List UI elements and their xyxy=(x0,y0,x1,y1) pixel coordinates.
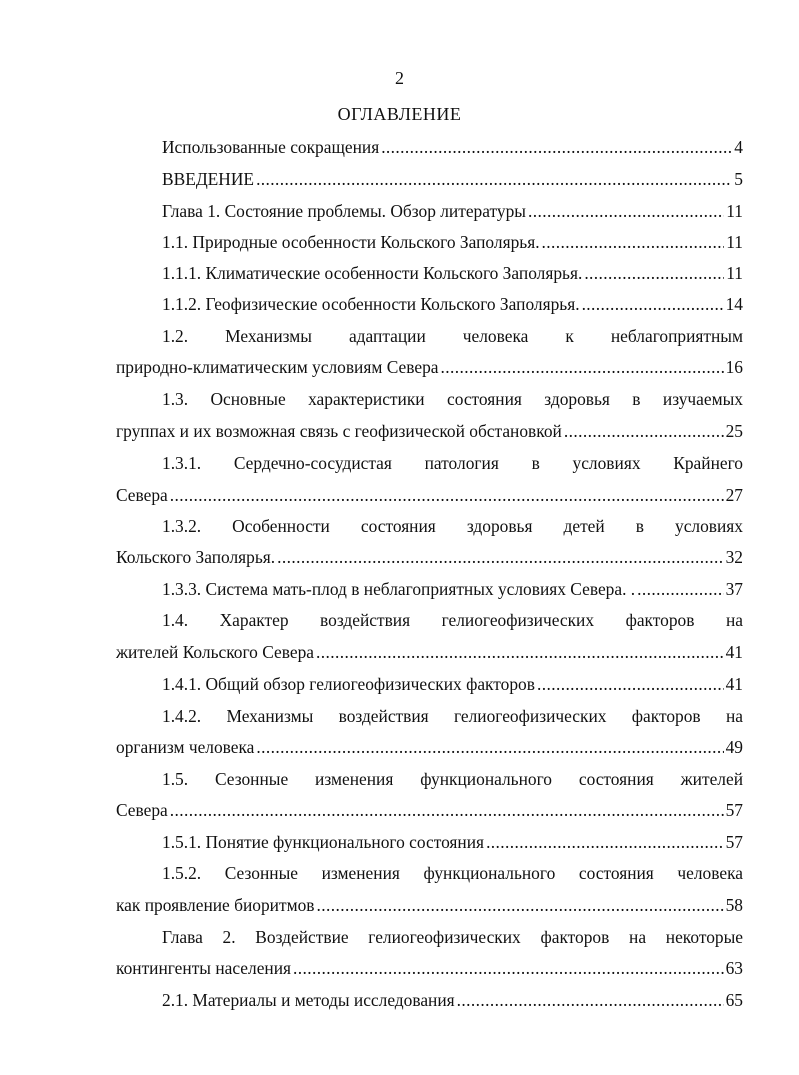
toc-leader xyxy=(316,641,724,663)
toc-entry-title: ВВЕДЕНИЕ xyxy=(162,169,255,189)
toc-entry-page: 14 xyxy=(725,294,743,314)
toc-leader xyxy=(537,673,724,695)
toc-entry-first-line: 1.5.2. Сезонные изменения функционального состояния человека xyxy=(162,863,743,883)
toc-entry xyxy=(162,200,743,222)
toc-entry-title: 1.1.1. Климатические особенности Кольского Заполярья. xyxy=(162,263,583,283)
toc-leader xyxy=(584,262,724,284)
toc-entry-page: 11 xyxy=(726,263,743,283)
toc-entry-page: 32 xyxy=(725,547,743,567)
toc-leader xyxy=(293,957,724,979)
toc-entry-first-line: 1.3. Основные характеристики состояния здоровья в изучаемых xyxy=(162,389,743,409)
toc-entry-title: Глава 1. Состояние проблемы. Обзор литературы xyxy=(162,201,526,221)
toc-entry xyxy=(116,546,743,568)
toc-entry-title: жителей Кольского Севера xyxy=(116,642,314,662)
toc-entry-title: контингенты населения xyxy=(116,958,292,978)
toc-entry-page: 49 xyxy=(725,737,743,757)
toc-leader xyxy=(542,231,725,253)
toc-entry-title: группах и их возможная связь с геофизической обстановкой xyxy=(116,421,562,441)
toc-entry-page: 57 xyxy=(725,832,743,852)
toc-leader xyxy=(317,894,724,916)
toc-entry-page: 37 xyxy=(725,579,743,599)
toc-entry-title: 2.1. Материалы и методы исследования xyxy=(162,990,455,1010)
toc-leader xyxy=(582,293,724,315)
toc-leader xyxy=(637,578,723,600)
toc-entry-title: Севера xyxy=(116,485,168,505)
toc-leader xyxy=(528,200,724,222)
toc-entry xyxy=(116,894,743,916)
toc-entry-page: 11 xyxy=(726,232,743,252)
toc-leader xyxy=(277,546,723,568)
toc-entry xyxy=(116,799,743,821)
toc-entry-first-line: 1.5. Сезонные изменения функционального состояния жителей xyxy=(162,769,743,789)
toc-entry-page: 16 xyxy=(725,357,743,377)
toc-entry xyxy=(116,736,743,758)
toc-leader xyxy=(256,168,732,190)
toc-entry xyxy=(116,420,743,442)
toc-entry-title: 1.1.2. Геофизические особенности Кольского Заполярья. xyxy=(162,294,580,314)
toc-leader xyxy=(170,484,724,506)
toc-leader xyxy=(441,356,724,378)
toc-leader xyxy=(457,989,724,1011)
toc-leader xyxy=(256,736,723,758)
toc-entry-title: 1.1. Природные особенности Кольского Заполярья. xyxy=(162,232,540,252)
toc-entry xyxy=(116,641,743,663)
toc-entry-title: природно-климатическим условиям Севера xyxy=(116,357,439,377)
toc-leader xyxy=(170,799,724,821)
toc-entry-page: 58 xyxy=(725,895,743,915)
toc-entry-title: организм человека xyxy=(116,737,255,757)
toc-entry-page: 27 xyxy=(725,485,743,505)
toc-entry-page: 41 xyxy=(725,674,743,694)
toc-leader xyxy=(564,420,724,442)
toc-entry-first-line: 1.3.2. Особенности состояния здоровья детей в условиях xyxy=(162,516,743,536)
toc-entry-title: 1.4.1. Общий обзор гелиогеофизических факторов xyxy=(162,674,535,694)
toc-leader xyxy=(381,136,732,158)
toc-entry xyxy=(116,957,743,979)
toc-entry-title: Кольского Заполярья. xyxy=(116,547,276,567)
toc-entry xyxy=(162,831,743,853)
toc-entry-first-line: 1.4.2. Механизмы воздействия гелиогеофизических факторов на xyxy=(162,706,743,726)
toc-entry-page: 57 xyxy=(725,800,743,820)
toc-entry xyxy=(162,673,743,695)
toc-entry-title: 1.3.3. Система мать-плод в неблагоприятных условиях Севера. . xyxy=(162,579,636,599)
toc-entry-first-line: 1.2. Механизмы адаптации человека к неблагоприятным xyxy=(162,326,743,346)
toc-entry-title: Севера xyxy=(116,800,168,820)
toc-entry-title: Использованные сокращения xyxy=(162,137,380,157)
toc-entry-title: как проявление биоритмов xyxy=(116,895,315,915)
toc-entry-page: 25 xyxy=(725,421,743,441)
toc-entry xyxy=(162,168,743,190)
toc-entry-page: 65 xyxy=(725,990,743,1010)
toc-entry xyxy=(162,293,743,315)
toc-entry-first-line: 1.3.1. Сердечно-сосудистая патология в условиях Крайнего xyxy=(162,453,743,473)
toc-entry-first-line: 1.4. Характер воздействия гелиогеофизических факторов на xyxy=(162,610,743,630)
toc-entry-page: 5 xyxy=(734,169,743,189)
toc-entry xyxy=(162,231,743,253)
toc-entry-page: 4 xyxy=(734,137,743,157)
toc-entry xyxy=(116,484,743,506)
toc-entry xyxy=(162,989,743,1011)
toc-entry-page: 11 xyxy=(726,201,743,221)
toc-entry xyxy=(162,136,743,158)
toc-entry-page: 41 xyxy=(725,642,743,662)
toc-entry xyxy=(116,356,743,378)
toc-entry xyxy=(162,578,743,600)
page-title: ОГЛАВЛЕНИЕ xyxy=(337,104,462,124)
toc-entry-page: 63 xyxy=(725,958,743,978)
page-number: 2 xyxy=(395,68,404,88)
toc-entry-title: 1.5.1. Понятие функционального состояния xyxy=(162,832,485,852)
toc-leader xyxy=(486,831,724,853)
toc-entry-first-line: Глава 2. Воздействие гелиогеофизических факторов на некоторые xyxy=(162,927,743,947)
toc-entry xyxy=(162,262,743,284)
